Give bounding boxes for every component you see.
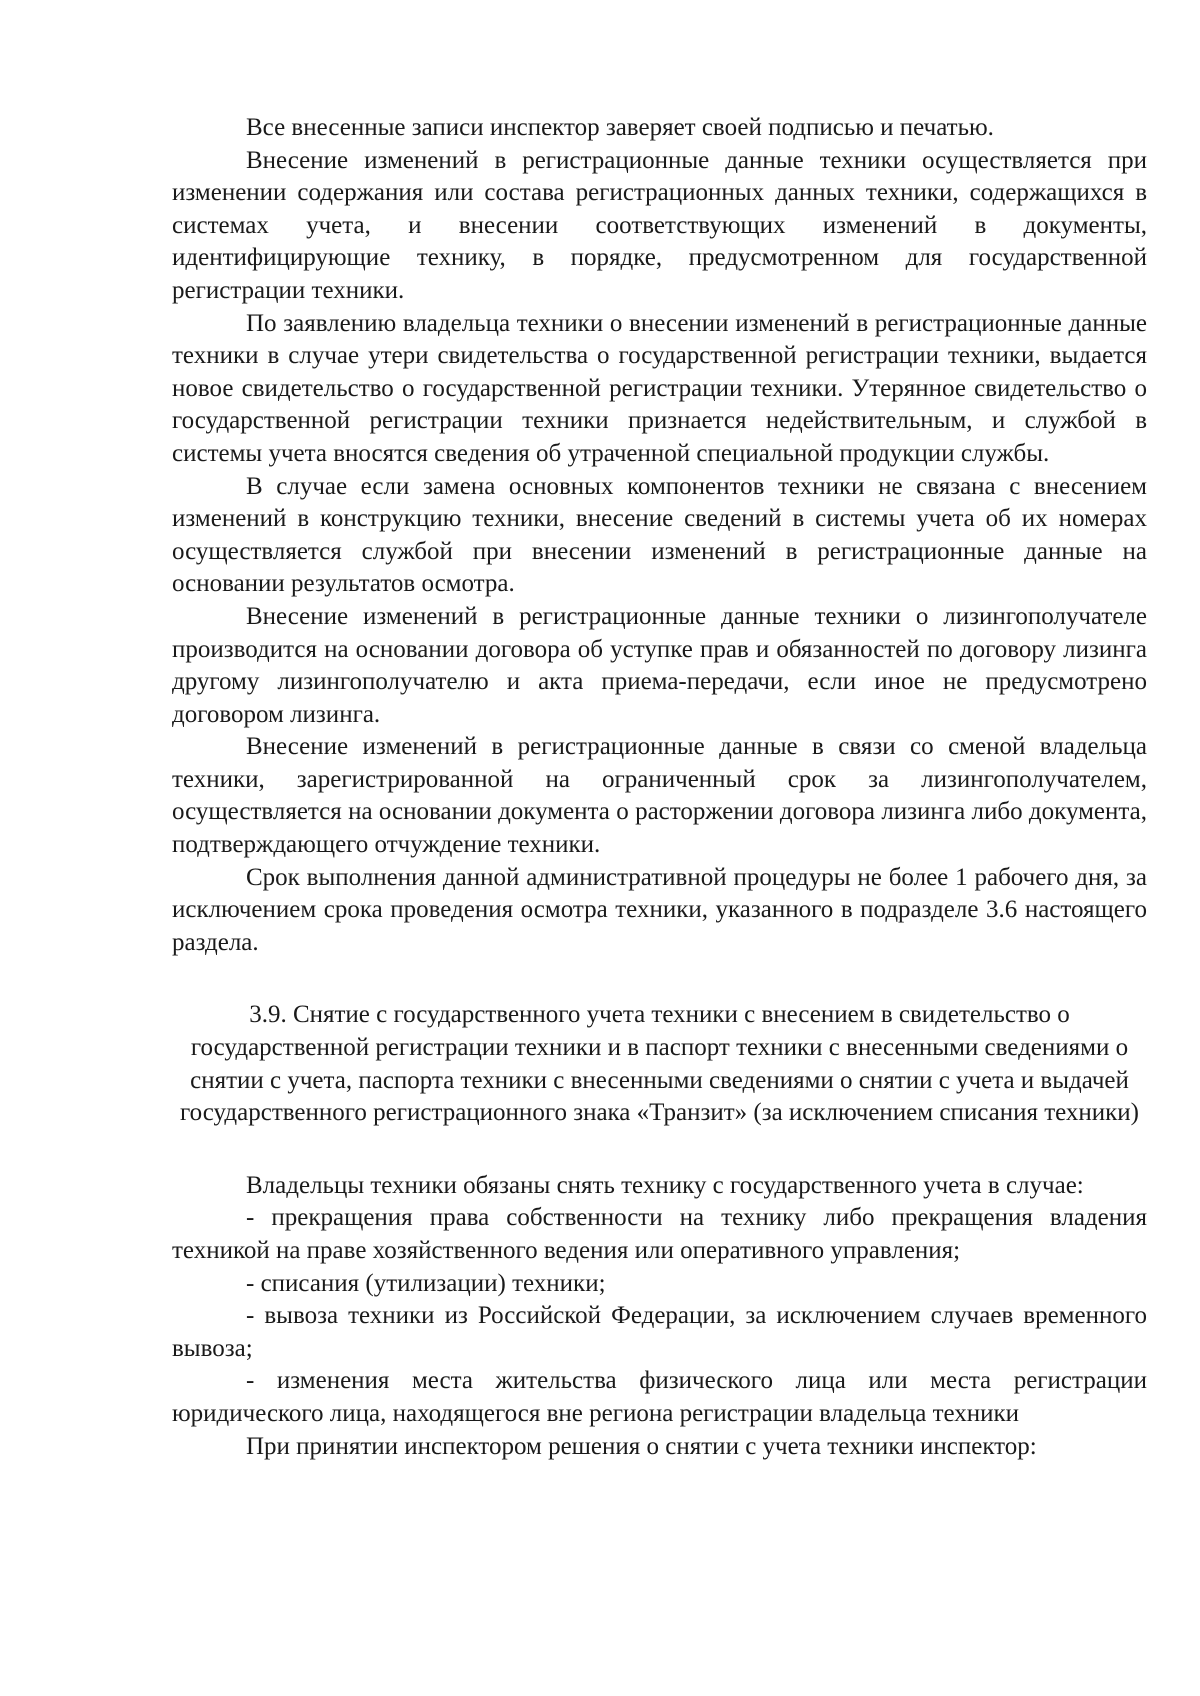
- list-item: - вывоза техники из Российской Федерации, за исключением случаев временного вывоза;: [172, 1302, 1147, 1362]
- list-item: - прекращения права собственности на технику либо прекращения владения техникой на праве хозяйственного ведения или оперативного управления;: [172, 1204, 1147, 1264]
- paragraph-obligation: Владельцы техники обязаны снять технику с государственного учета в случае:: [246, 1171, 1084, 1199]
- paragraph-lessee: Внесение изменений в регистрационные данные техники о лизингополучателе производится на основании договора об уступке прав и обязанностей по договору лизинга другому лизингополучателю и акта приема-передачи, если иное не предусмотрено договором лизинга.: [172, 602, 1147, 728]
- paragraph-deadline: Срок выполнения данной административной процедуры не более 1 рабочего дня, за исключением срока проведения осмотра техники, указанного в подразделе 3.6 настоящего раздела.: [172, 863, 1147, 956]
- paragraph-owner-change: Внесение изменений в регистрационные данные в связи со сменой владельца техники, зарегистрированной на ограниченный срок за лизингополучателем, осуществляется на основании документа о расторжении договора лизинга либо документа, подтверждающего отчуждение техники.: [172, 733, 1147, 859]
- paragraph-changes: Внесение изменений в регистрационные данные техники осуществляется при изменении содержания или состава регистрационных данных техники, содержащихся в системах учета, и внесении соответствующих изменений в документы, идентифицирующие технику, в порядке, предусмотренном для государственной регистрации техники.: [172, 146, 1147, 304]
- paragraph-components: В случае если замена основных компонентов техники не связана с внесением изменений в конструкцию техники, внесение сведений в системы учета об их номерах осуществляется службой при внесении изменений в регистрационные данные на основании результатов осмотра.: [172, 472, 1147, 598]
- paragraph-inspector-decision: При принятии инспектором решения о снятии с учета техники инспектор:: [246, 1432, 1037, 1460]
- list-item: - изменения места жительства физического лица или места регистрации юридического лица, находящегося вне региона регистрации владельца техники: [172, 1367, 1147, 1427]
- paragraph-signature: Все внесенные записи инспектор заверяет своей подписью и печатью.: [246, 114, 994, 141]
- document-page: [172, 112, 1147, 1463]
- list-item: - списания (утилизации) техники;: [246, 1269, 606, 1297]
- section-heading: 3.9. Снятие с государственного учета техники с внесением в свидетельство о государственной регистрации техники и в паспорт техники с внесенными сведениями о снятии с учета, паспорта техники с внесенными сведениями о снятии с учета и выдачей государственного регистрационного знака «Транзит» (за исключением списания техники): [179, 1001, 1140, 1127]
- paragraph-lost-certificate: По заявлению владельца техники о внесении изменений в регистрационные данные техники в случае утери свидетельства о государственной регистрации техники, выдается новое свидетельство о государственной регистрации техники. Утерянное свидетельство о государственной регистрации техники признается недействительным, и службой в системы учета вносятся сведения об утраченной специальной продукции службы.: [172, 309, 1147, 467]
